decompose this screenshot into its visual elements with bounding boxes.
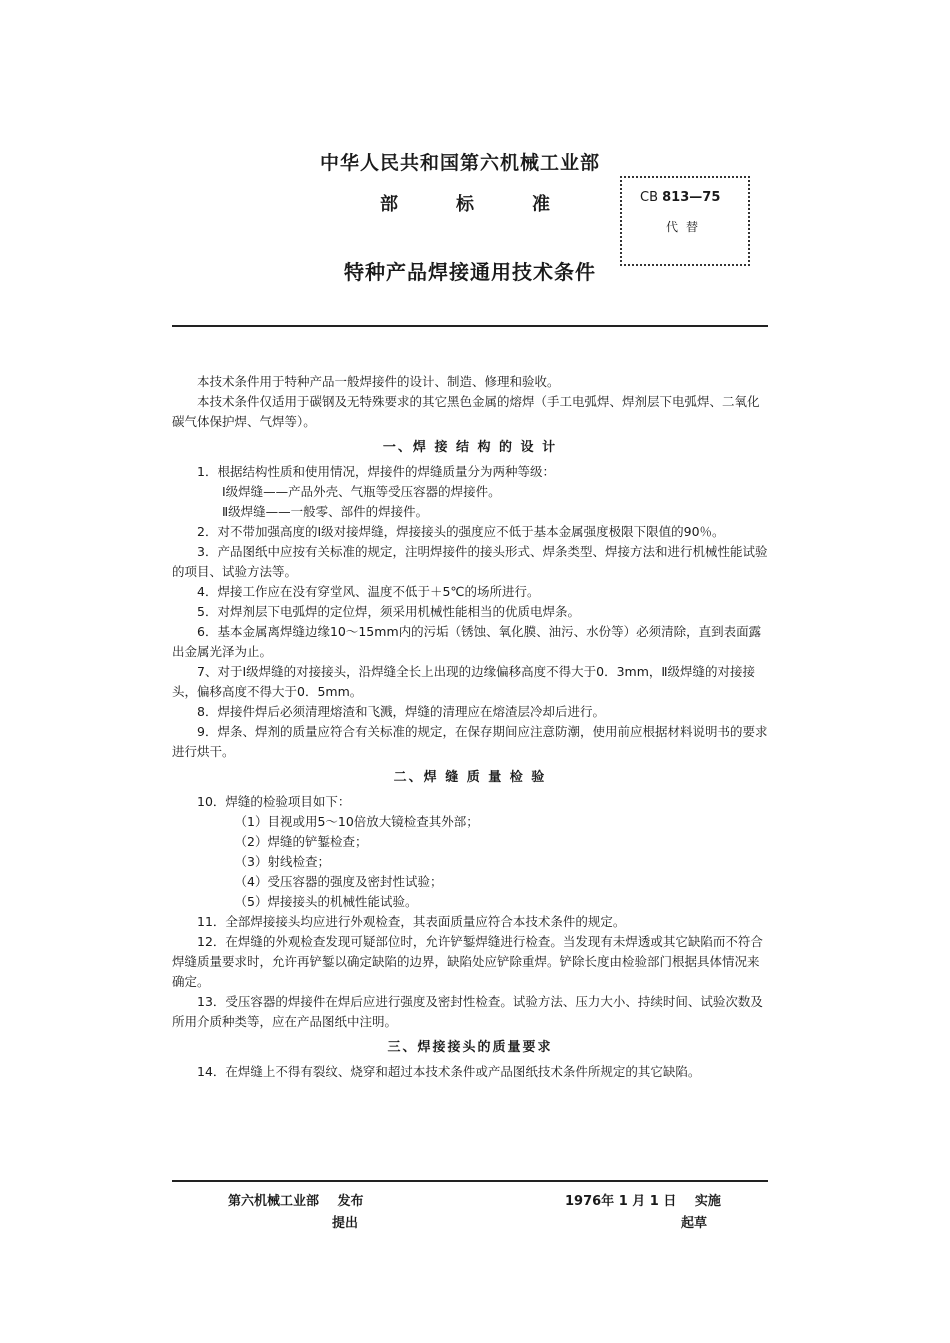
clause-12: 12．在焊缝的外观检查发现可疑部位时，允许铲錾焊缝进行检查。当发现有未焊透或其它缺陷而不符合焊缝质量要求时，允许再铲錾以确定缺陷的边界，缺陷处应铲除重焊。铲除长度由检验部门根据具体情况来确定。 [172,934,763,989]
footer-publisher [228,1190,364,1209]
code-prefix: CB [640,190,658,205]
clause-10-sub: （4）受压容器的强度及密封性试验； [234,874,443,889]
standard-code [640,190,720,205]
published-label: 发布 [337,1194,364,1209]
clause-10-sub: （1）目视或用5～10倍放大镜检查其外部； [234,814,479,829]
clause-7: 7、对于Ⅰ级焊缝的对接接头，沿焊缝全长上出现的边缘偏移高度不得大于0．3mm，Ⅱ级焊缝的对接接头，偏移高度不得大于0．5mm。 [172,664,756,699]
proposed-label: 提出 [332,1216,359,1231]
publisher-name: 第六机械工业部 [228,1194,320,1209]
document-title: 特种产品焊接通用技术条件 [344,260,596,284]
code-number: 813—75 [662,190,721,205]
standard-type-char: 标 [456,194,474,215]
clause-10: 10．焊缝的检验项目如下： [197,794,351,809]
replaces-label: 代替 [666,220,707,234]
clause-2: 2．对不带加强高度的Ⅰ级对接焊缝，焊接接头的强度应不低于基本金属强度极限下限值的90％。 [197,524,725,539]
standard-code-box [620,176,750,266]
standard-type [380,190,550,216]
clause-1-grade-2: Ⅱ级焊缝——一般零、部件的焊接件。 [222,504,429,519]
clause-10-sub: （2）焊缝的铲錾检查； [234,834,368,849]
clause-10-sub: （3）射线检查； [234,854,330,869]
clause-5: 5．对焊剂层下电弧焊的定位焊，须采用机械性能相当的优质电焊条。 [197,604,580,619]
standard-type-char: 准 [532,194,550,215]
clause-14: 14．在焊缝上不得有裂纹、烧穿和超过本技术条件或产品图纸技术条件所规定的其它缺陷。 [197,1064,701,1079]
footer-date [565,1190,721,1209]
clause-4: 4．焊接工作应在没有穿堂风、温度不低于＋5℃的场所进行。 [197,584,540,599]
clause-8: 8．焊接件焊后必须清理熔渣和飞溅，焊缝的清理应在熔渣层冷却后进行。 [197,704,605,719]
footer-divider [172,1180,768,1182]
clause-6: 6．基本金属离焊缝边缘10～15mm内的污垢（锈蚀、氧化膜、油污、水份等）必须清除，直到表面露出金属光泽为止。 [172,624,762,659]
effective-label: 实施 [694,1194,721,1209]
clause-3: 3．产品图纸中应按有关标准的规定，注明焊接件的接头形式、焊条类型、焊接方法和进行机械性能试验的项目、试验方法等。 [172,544,768,579]
clause-10-sub: （5）焊接接头的机械性能试验。 [234,894,418,909]
clause-1: 1．根据结构性质和使用情况，焊接件的焊缝质量分为两种等级： [197,464,555,479]
header-divider [172,325,768,327]
section-heading-joint-quality: 三、焊接接头的质量要求 [387,1040,553,1055]
section-heading-inspection: 二、焊 缝 质 量 检 验 [393,770,547,785]
section-heading-design: 一、焊 接 结 构 的 设 计 [382,440,558,455]
intro-paragraph: 本技术条件仅适用于碳钢及无特殊要求的其它黑色金属的熔焊（手工电弧焊、焊剂层下电弧焊、二氧化碳气体保护焊、气焊等）。 [172,394,760,429]
drafted-label: 起草 [681,1216,708,1231]
standard-type-char: 部 [380,194,398,215]
issuing-organization: 中华人民共和国第六机械工业部 [319,152,600,174]
clause-11: 11．全部焊接接头均应进行外观检查，其表面质量应符合本技术条件的规定。 [197,914,626,929]
effective-date: 1976年 1 月 1 日 [565,1194,677,1209]
clause-13: 13．受压容器的焊接件在焊后应进行强度及密封性检查。试验方法、压力大小、持续时间、试验次数及所用介质种类等，应在产品图纸中注明。 [172,994,763,1029]
intro-paragraph: 本技术条件用于特种产品一般焊接件的设计、制造、修理和验收。 [197,374,560,389]
document-body [172,372,768,1082]
clause-9: 9．焊条、焊剂的质量应符合有关标准的规定，在保存期间应注意防潮，使用前应根据材料说明书的要求进行烘干。 [172,724,768,759]
clause-1-grade-1: Ⅰ级焊缝——产品外壳、气瓶等受压容器的焊接件。 [222,484,501,499]
